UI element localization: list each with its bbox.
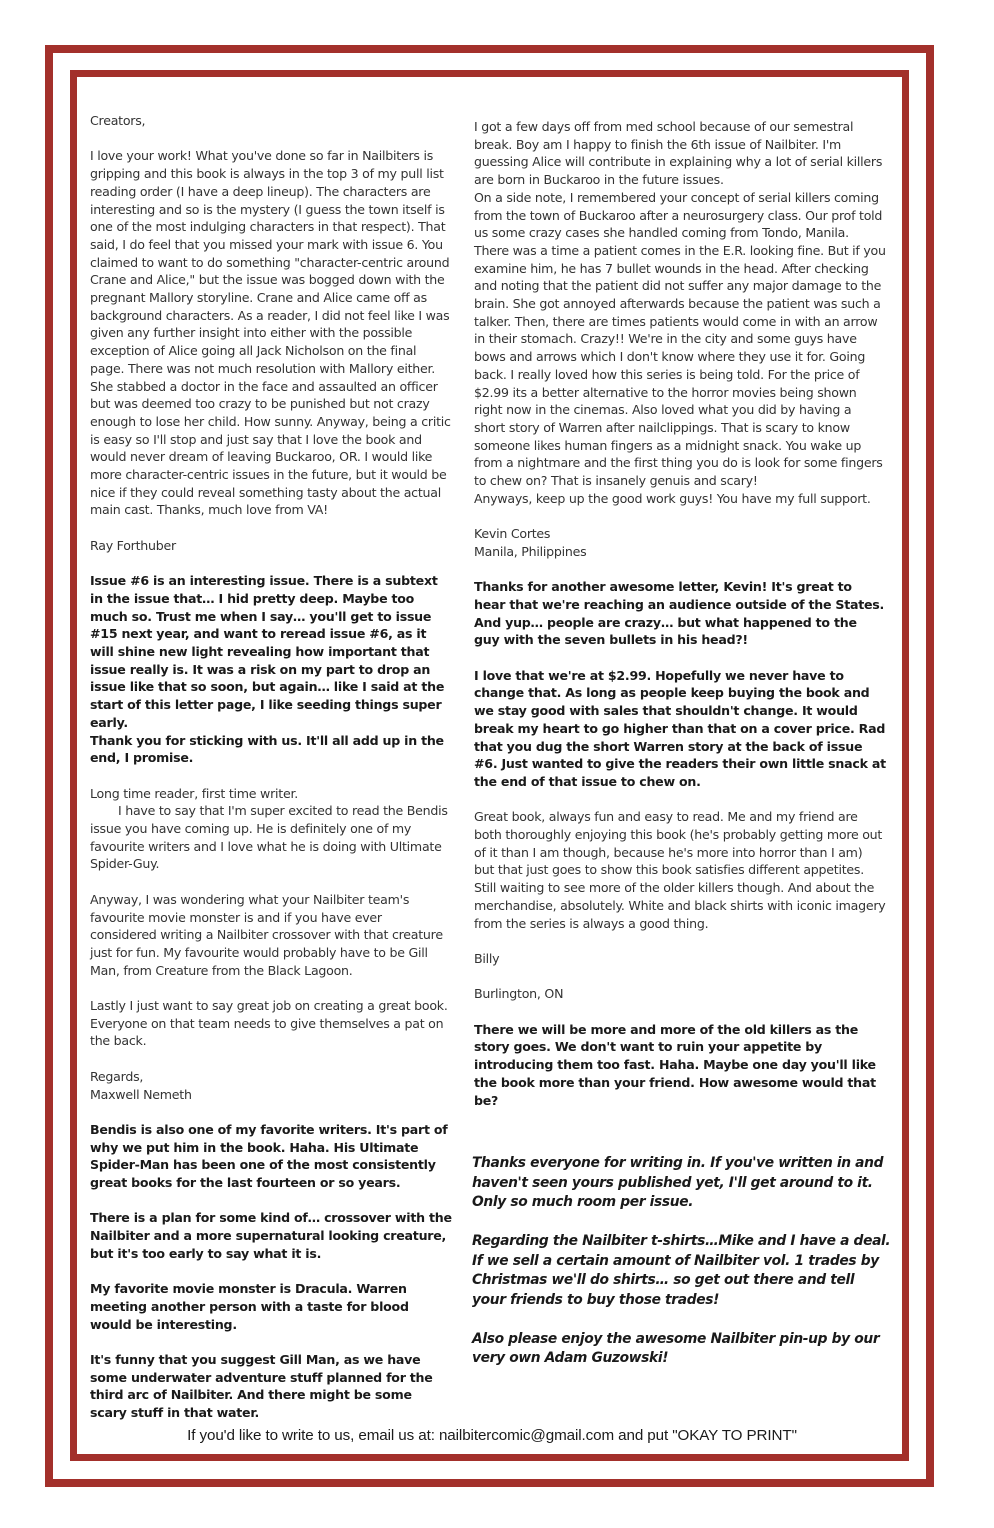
closing-notes [472,1154,892,1369]
letter-ray-forthuber [90,112,452,555]
reply-paragraph: I love that we're at $2.99. Hopefully we never have to change that. As long as people keep buying the book and we stay good with sales that shouldn't change. It would break my heart to go higher than that on a cover price. Rad that you dug the short Warren story at the back of issue #6. Just wanted to give the readers their own little snack at the end of that issue to chew on. [474,667,886,789]
letter-paragraph: Anyway, I was wondering what your Nailbiter team's favourite movie monster is and if you have ever considered writing a Nailbiter crossover with that creature just for fun. My favourite would probably have to be Gill Man, from Creature from the Black Lagoon. [90,891,443,978]
letter-body: I love your work! What you've done so far in Nailbiters is gripping and this book is always in the top 3 of my pull list reading order (I have a deep lineup). The characters are interesting and so is the mystery (I guess the town itself is one of the most indulging characters in that respect). That said, I do feel that you missed your mark with issue 6. You claimed to want to do something "character-centric around Crane and Alice," but the issue was bogged down with the pregnant Mallory storyline. Crane and Alice came off as background characters. As a reader, I did not feel like I was given any further insight into either with the possible exception of Alice going all Jack Nicholson on the final page. There was not much resolution with Mallory either. She stabbed a doctor in the face and assaulted an officer but was deemed too crazy to be punished but not crazy enough to lose her child. How sunny. Anyway, being a critic is easy so I'll stop and just say that I love the book and would never dream of leaving Buckaroo, OR. I would like more character-centric issues in the future, but it would be nice if they could reveal something tasty about the actual main cast. Thanks, much love from VA! [90,148,451,518]
letter-signature: Ray Forthuber [90,537,176,553]
reply-paragraph: There we will be more and more of the old killers as the story goes. We don't want to ruin your appetite by introducing them too fast. Haha. Maybe one day you'll like the book more than your friend. How awesome would that be? [474,1021,876,1108]
closing-note: Thanks everyone for writing in. If you've written in and haven't seen yours published yet, I'll get around to it. Only so much room per issue. [472,1155,884,1210]
letter-paragraph: Lastly I just want to say great job on creating a great book. Everyone on that team needs to give themselves a pat on the back. [90,998,448,1049]
reply-paragraph: Issue #6 is an interesting issue. There is a subtext in the issue that… I hid pretty deep. Maybe too much so. Trust me when I say… you'll get to issue #15 next year, and want to reread issue #6, as it will shine new light revealing how important that issue really is. It was a risk on my part to drop an issue like that so soon, but again… like I said at the start of this letter page, I like seeding things super early. [90,573,445,730]
reply-to-ray [90,572,452,767]
letter-paragraph: I got a few days off from med school because of our semestral break. Boy am I happy to finish the 6th issue of Nailbiter. I'm guessing Alice will contribute in explaining why a lot of serial killers are born in Buckaroo in the future issues. [474,119,883,188]
reply-paragraph: My favorite movie monster is Dracula. Warren meeting another person with a taste for blood would be interesting. [90,1281,409,1332]
letter-maxwell-nemeth [90,785,452,1104]
left-column [90,112,452,1422]
reply-to-maxwell [90,1121,452,1422]
letter-paragraph: Anyways, keep up the good work guys! You have my full support. [474,490,871,506]
letter-signature-location: Burlington, ON [474,986,564,1002]
letter-signature-location: Manila, Philippines [474,543,587,559]
reply-paragraph: There is a plan for some kind of… crossover with the Nailbiter and a more supernatural looking creature, but it's too early to say what it is. [90,1210,452,1261]
reply-paragraph: Bendis is also one of my favorite writers. It's part of why we put him in the book. Haha. His Ultimate Spider-Man has been one of the most consistently great books for the last fourteen or so years. [90,1121,448,1191]
letter-signature-name: Billy [474,950,500,966]
reply-paragraph: Thank you for sticking with us. It'll all add up in the end, I promise. [90,732,444,766]
letter-closing: Regards, [90,1068,144,1084]
closing-note: Regarding the Nailbiter t-shirts…Mike and I have a deal. If we sell a certain amount of Nailbiter vol. 1 trades by Christmas we'll do shirts… so get out there and tell your friends to buy those trades! [472,1233,891,1308]
reply-to-kevin [474,578,886,790]
right-column [474,118,886,1109]
footer-contact-line: If you'd like to write to us, email us at: nailbitercomic@gmail.com and put "OKAY TO PRINT" [187,1427,797,1444]
reply-paragraph: It's funny that you suggest Gill Man, as we have some underwater adventure stuff planned for the third arc of Nailbiter. And there might be some scary stuff in that water. [90,1352,433,1421]
letter-paragraph: On a side note, I remembered your concept of serial killers coming from the town of Buckaroo after a neurosurgery class. Our prof told us some crazy cases she handled coming from Tondo, Manila. There was a time a patient comes in the E.R. looking fine. But if you examine him, he has 7 bullet wounds in the head. After checking and noting that the patient did not suffer any major damage to the brain. She got annoyed afterwards because the patient was such a talker. Then, there are times patients would come in with an arrow in their stomach. Crazy!! We're in the city and some guys have bows and arrows which I don't know where they use it for. Going back. I really loved how this series is being told. For the price of $2.99 its a better alternative to the horror movies being shown right now in the cinemas. Also loved what you did by having a short story of Warren after nailclippings. That is scary to know someone likes human fingers as a midnight snack. You wake up from a nightmare and the first thing you do is look for some fingers to chew on? That is insanely genuis and scary! [474,189,886,489]
reply-paragraph: Thanks for another awesome letter, Kevin! It's great to hear that we're reaching an audience outside of the States. And yup… people are crazy… but what happened to the guy with the seven bullets in his head?! [474,579,885,648]
letter-billy [474,808,886,1003]
letter-salutation: Creators, [90,113,146,128]
closing-note: Also please enjoy the awesome Nailbiter pin-up by our very own Adam Guzowski! [472,1330,880,1366]
reply-to-billy [474,1021,886,1110]
letter-signature: Maxwell Nemeth [90,1086,192,1102]
letter-paragraph: I have to say that I'm super excited to read the Bendis issue you have coming up. He is definitely one of my favourite writers and I love what he is doing with Ultimate Spider-Guy. [90,803,448,872]
letter-opening: Long time reader, first time writer. [90,785,298,801]
letter-signature-name: Kevin Cortes [474,526,551,542]
letter-body: Great book, always fun and easy to read. Me and my friend are both thoroughly enjoying this book (he's probably getting more out of it than I am though, because he's more into horror than I am) but that just goes to show this book satisfies different appetites. Still waiting to see more of the older killers though. And about the merchandise, absolutely. White and black shirts with iconic imagery from the series is always a good thing. [474,809,886,931]
letter-kevin-cortes [474,118,886,561]
